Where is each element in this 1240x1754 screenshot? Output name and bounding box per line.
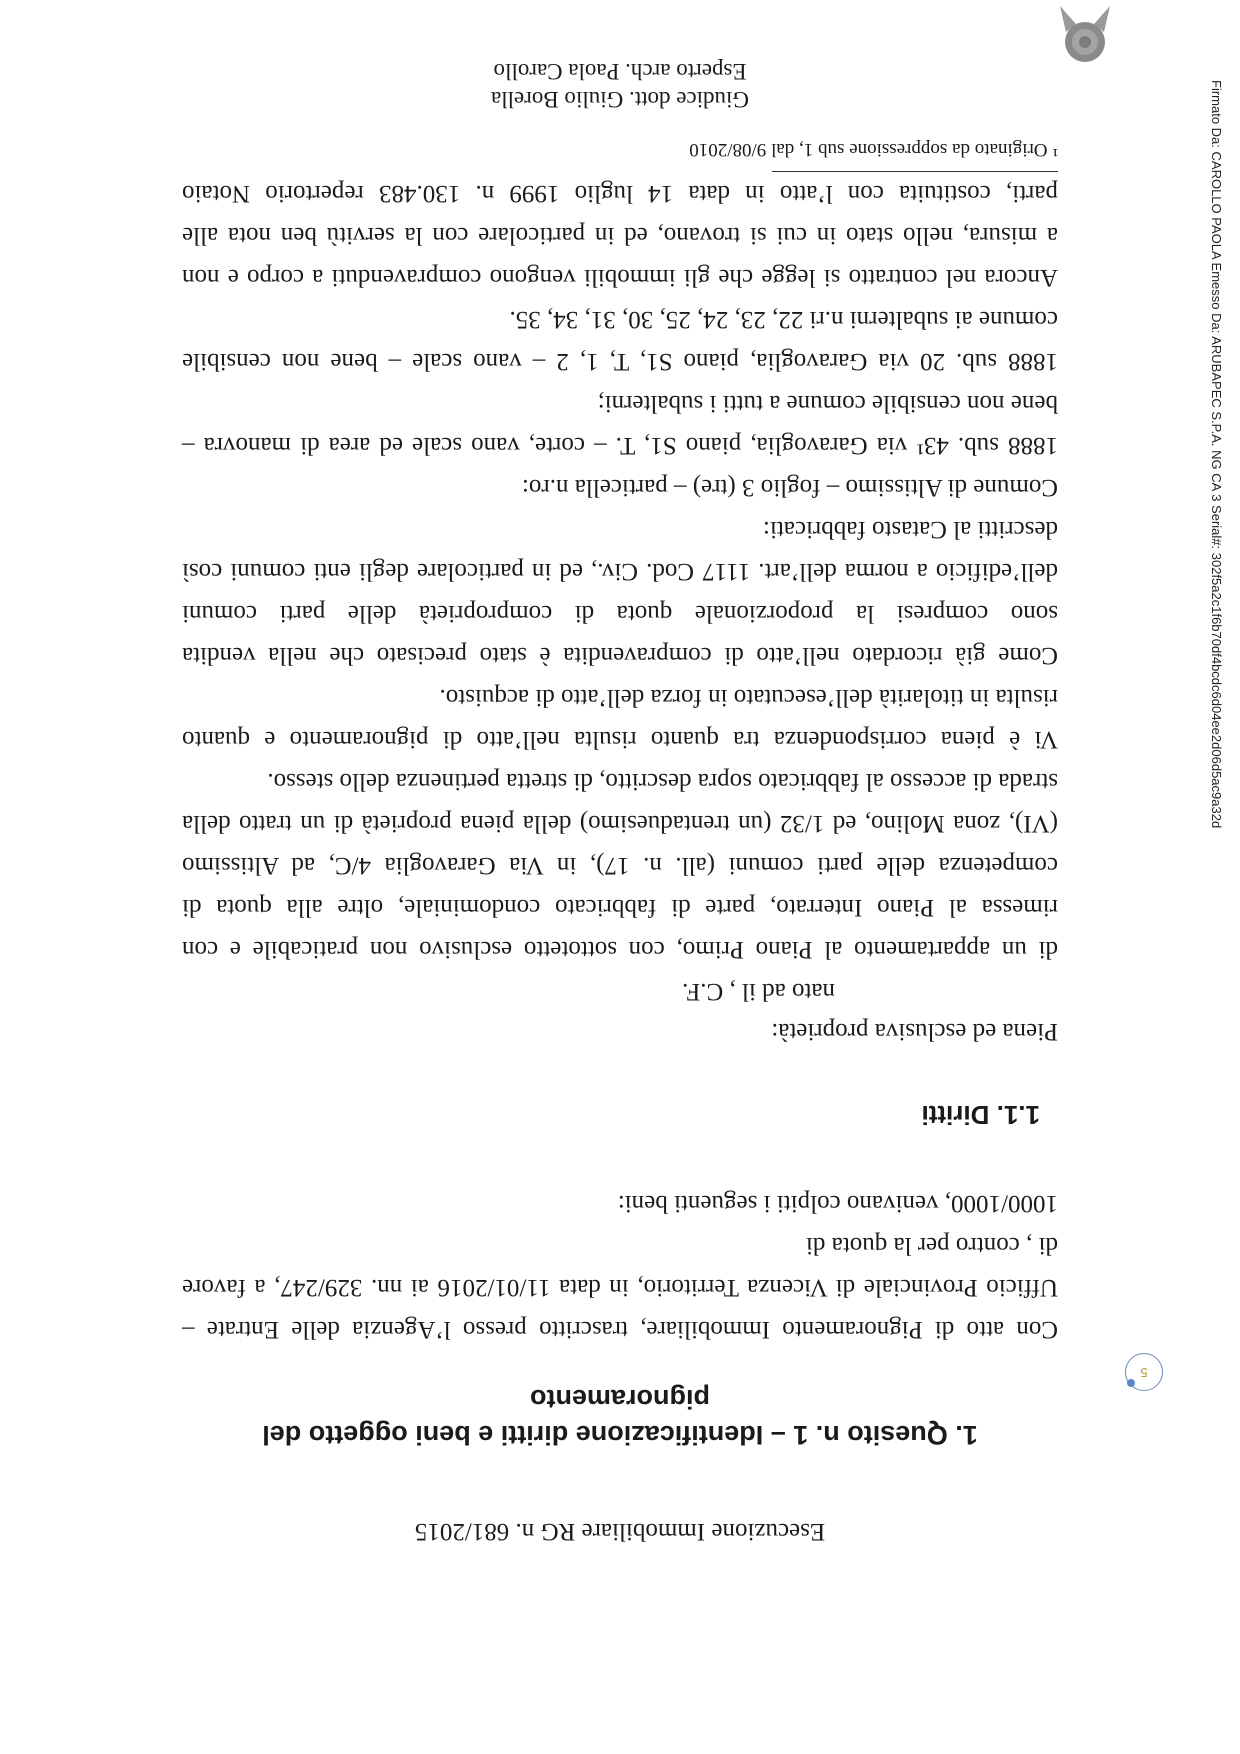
body-line: descritti al Catasto fabbricati: xyxy=(762,516,1058,543)
signature-seal-icon xyxy=(1052,2,1118,68)
body-line: strada di accesso al fabbricato sopra descritto, di stretta pertinenza dello stesso. xyxy=(267,768,1058,795)
body-line: 1888 sub. 43¹ via Garavoglia, piano S1, T. – corte, vano scale ed area di manovra – xyxy=(182,432,1058,459)
owner-line: nato ad il , C.F. xyxy=(682,978,835,1005)
page-number-badge: 5 xyxy=(1125,1353,1163,1391)
rights-label: Piena ed esclusiva proprietà: xyxy=(771,1018,1058,1045)
footer-judge: Giudice dott. Giulio Borella xyxy=(490,87,750,112)
intro-line: di , contro per la quota di xyxy=(805,1232,1058,1259)
body-line: Ancora nel contratto si legge che gli immobili vengono compravenduti a corpo e non xyxy=(182,264,1058,291)
footer-expert: Esperto arch. Paola Carollo xyxy=(493,59,747,84)
subsection-title: 1.1. Diritti xyxy=(921,1100,1040,1130)
body-line: rimessa al Piano Interrato, parte di fabbricato condominiale, oltre alla quota di xyxy=(182,894,1058,921)
intro-line: Ufficio Provinciale di Vicenza Territorio, in data 11/01/2016 ai nn. 329/247, a favore xyxy=(182,1274,1058,1301)
body-line: bene non censibile comune a tutti i subalterni; xyxy=(597,390,1058,417)
body-line: dell’edificio a norma dell’art. 1117 Cod. Civ., ed in particolare degli enti comuni così xyxy=(182,558,1058,585)
body-line: sono compresi la proporzionale quota di comproprietà delle parti comuni xyxy=(182,600,1058,627)
body-line: 1888 sub. 20 via Garavoglia, piano S1, T, 1, 2 – vano scale – bene non censibile xyxy=(182,348,1058,375)
footnote: ¹ Originato da soppressione sub 1, dal 9/08/2010 xyxy=(689,139,1058,160)
digital-signature-strip xyxy=(1209,80,1239,880)
signature-text: Firmato Da: CAROLLO PAOLA Emesso Da: ARUBAPEC S.P.A. NG CA 3 Serial#: 302f5a2c1f6b70df4bcdc6d04ee2d06d5ac9a32d xyxy=(1209,80,1224,829)
body-line: risulta in titolarità dell’esecutato in forza dell’atto di acquisto. xyxy=(439,684,1058,711)
body-line: Comune di Altissimo – foglio 3 (tre) – particella n.ro: xyxy=(521,474,1058,501)
body-line: a misura, nello stato in cui si trovano, ed in particolare con la servitù ben nota alle xyxy=(182,222,1058,249)
body-line: competenza delle parti comuni (all. n. 17), in Via Garavoglia 4/C, ad Altissimo xyxy=(182,852,1058,879)
body-line: Vi è piena corrispondenza tra quanto risulta nell’atto di pignoramento e quanto xyxy=(182,726,1058,753)
intro-line: 1000/1000, venivano colpiti i seguenti beni: xyxy=(617,1190,1058,1217)
badge-dot xyxy=(1127,1379,1135,1387)
body-line: parti, costituita con l’atto in data 14 luglio 1999 n. 130.483 repertorio Notaio xyxy=(182,180,1058,207)
footnote-rule xyxy=(772,171,1058,172)
intro-line: Con atto di Pignoramento Immobiliare, trascritto presso l’Agenzia delle Entrate – xyxy=(182,1316,1058,1343)
body-line: Come già ricordato nell’atto di compravendita è stato precisato che nella vendita xyxy=(182,642,1058,669)
section-title-cont: pignoramento xyxy=(530,1384,710,1414)
body-line: (VI), zona Molino, ed 1/32 (un trentaduesimo) della piena proprietà di un tratto della xyxy=(182,810,1058,837)
section-title: 1. Quesito n. 1 – Identificazione diritti e beni oggetto del xyxy=(262,1420,978,1450)
body-line: di un appartamento al Piano Primo, con sottotetto esclusivo non praticabile e con xyxy=(182,936,1058,963)
case-header: Esecuzione Immobiliare RG n. 681/2015 xyxy=(414,1518,826,1545)
body-line: comune ai subalterni n.ri 22, 23, 24, 25, 30, 31, 34, 35. xyxy=(509,306,1058,333)
